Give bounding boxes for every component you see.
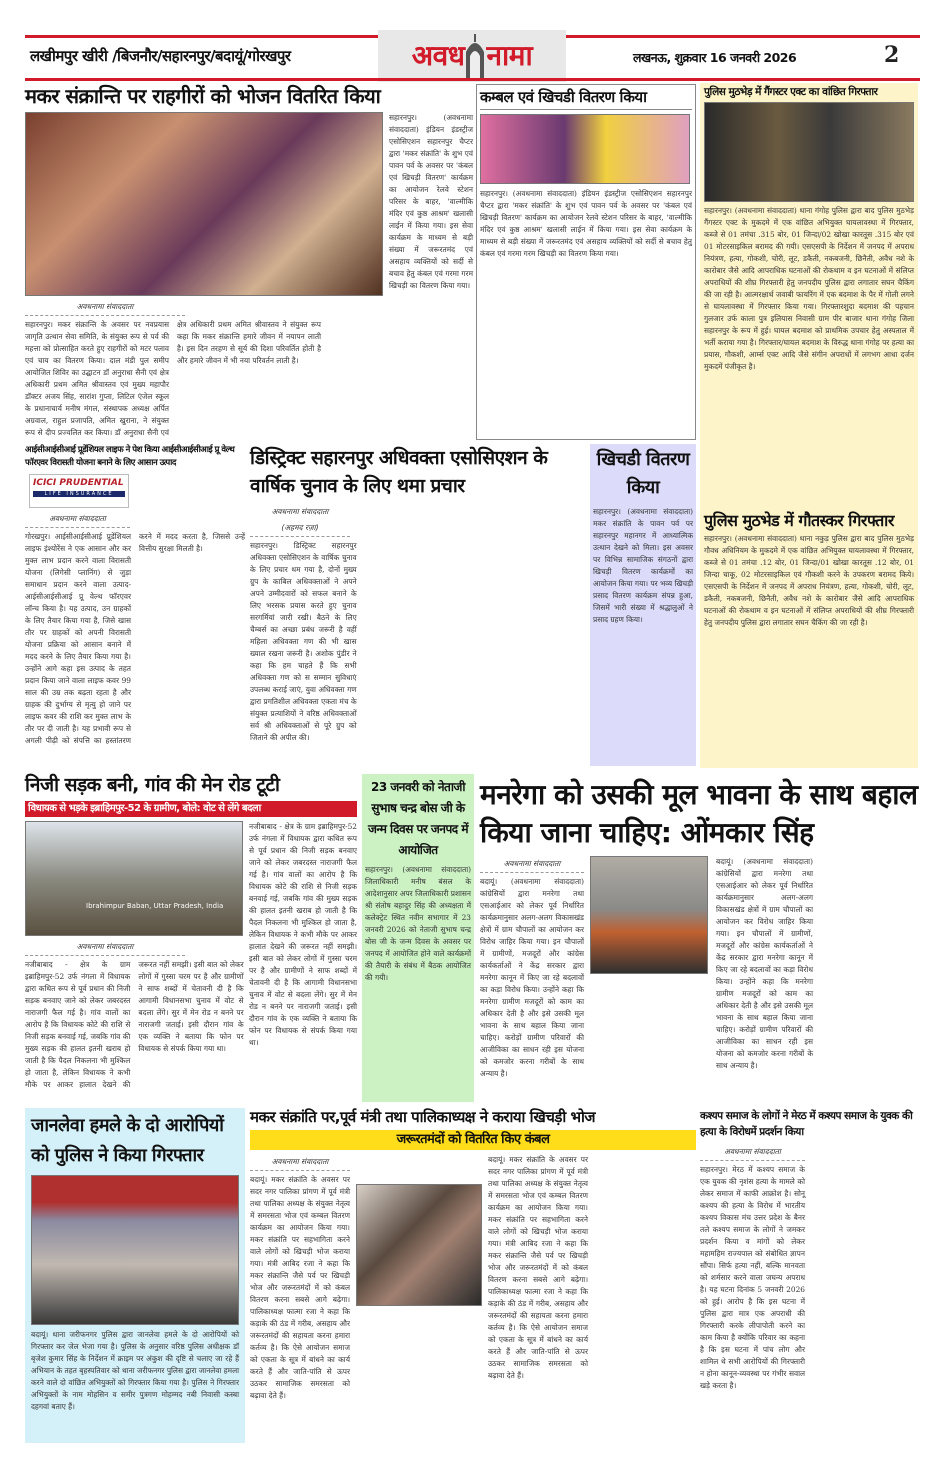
article-body: बदायूं। थाना जरीफनगर पुलिस द्वारा जानलेवा हमले के दो आरोपियों को गिरफ्तार कर जेल भेजा गया है। पुलिस के अनुसार वरिष्ठ पुलिस अधीक्षक डॉ बृजेश कुमार सिंह के निर्देशन में क्राइम पर अंकुश की दृष्टि से चलाए जा रहे हैं अभियान के तहत बृहस्पतिवार को थाना जरीफनगर पुलिस द्वारा जानलेवा हमला करने वाले दो वांछित अभियुक्तों को गिरफ्तार किया गया है। पुलिस ने गिरफ्तार अभियुक्तों के नाम मोहसिन व समीर पुत्रगण मोहम्मद नबी निवासी कस्बा दहगवां बताए हैं।	[31, 1330, 239, 1411]
byline: अवधनामा संवाददाता	[250, 1154, 350, 1171]
article-kashyap	[700, 1108, 918, 1443]
article-body: गोरखपुर। आईसीआईसीआई प्रूडेंशियल लाइफ इंश्योरेंस ने एक आसान और कर मुक्त लाभ प्रदान करने वाला विरासती योजना (लिगेसी प्लानिंग) से जुड़ा समाधान प्रदान करने वाला उत्पाद- आईसीआईसीआई प्रू वेल्थ फॉरएवर लॉन्च किया है। यह उत्पाद, उन ग्राहकों के लिए तैयार किया गया है, जिसे खास तौर पर ग्राहकों को अपनी विरासती योजना प्रक्रिया को आसान बनाने में मदद करने के लिए तैयार किया गया है। उन्होंने आगे कहा इस उत्पाद के तहत प्रदान किया जाने वाला लाइफ कवर 99 साल की उम्र तक बढ़ता रहता है और ग्राहक की दुर्भाग्य से मृत्यु हो जाने पर लाइफ कवर की राशि कर मुक्त लाभ के तौर पर दी जाती है। यह प्रभावी रूप से अगली पीढ़ी को संपत्ति का हस्तांतरण करने में मदद करता है, जिससे उन्हें वित्तीय सुरक्षा मिलती है।	[25, 532, 245, 745]
article-photo: Ibrahimpur Baban, Uttar Pradesh, India	[25, 821, 243, 936]
article-manrega	[480, 776, 918, 1102]
headline: डिस्ट्रिक्ट सहारनपुर अधिवक्ता एसोसिएशन के वार्षिक चुनाव के लिए थमा प्रचार	[250, 447, 548, 497]
headline: आईसीआईसीआई प्रूडेंशियल लाइफ ने पेश किया आईसीआईसीआई प्रू वेल्थ फॉरएवर विरासती योजना बनाने के लिए आसान उत्पाद	[25, 445, 235, 468]
article-janleva	[25, 1108, 245, 1443]
article-advocate	[250, 444, 586, 766]
subheadline-banner: जरूरतमंदों को वितरित किए कंबल	[250, 1130, 696, 1150]
headline: कम्बल एवं खिचडी वितरण किया	[480, 88, 692, 110]
headline: मनरेगा को उसकी मूल भावना के साथ बहाल किया जाना चाहिए: ओंमकार सिंह	[480, 778, 918, 849]
headline: 23 जनवरी को नेताजी सुभाष चन्द्र बोस जी के जन्म दिवस पर जनपद में आयोजित	[367, 780, 469, 857]
article-body: बदायूं। मकर संक्रांति के अवसर पर सदर नगर पालिका प्रांगण में पूर्व मंत्री तथा पालिका अध्यक्ष के संयुक्त नेतृत्व में समरसता भोज एवं कम्बल वितरण कार्यक्रम का आयोजन किया गया। मकर संक्रांति पर सहभागिता करने वाले लोगों को खिचड़ी भोज कराया गया। मंत्री आबिद रजा ने कहा कि मकर संक्रान्ति जैसे पर्व पर खिचड़ी भोज और जरूरतमंदों में को कंबल वितरण करना सबसे आगे बढ़ेगा। पालिकाध्यक्ष फात्मा रजा ने कहा कि कड़ाके की ठंड में गरीब, असहाय और जरूरतमंदों की सहायता करना हमारा कर्तव्य है। कि ऐसे आयोजन समाज को एकता के सूत्र में बांधने का कार्य करते हैं और जाति-पांति से ऊपर उठकर सामाजिक समरसता को बढ़ावा देते हैं।	[250, 1174, 350, 1400]
logo-right: नामा	[486, 39, 533, 73]
article-body: सहारनपुर। (अवधनामा संवाददाता) जिलाधिकारी मनीष बंसल के आदेशानुसार अपर जिलाधिकारी प्रशासन श्री संतोष बहादुर सिंह की अध्यक्षता में कलेक्ट्रेट स्थित नवीन सभागार में 23 जनवरी 2026 को नेताजी सुभाष चन्द्र बोस जी के जन्म दिवस के अवसर पर जनपद में आयोजित होने वाले कार्यक्रमों की तैयारी के संबंध में बैठक आयोजित की गयी।	[365, 865, 471, 982]
article-khichdi-bhoj	[250, 1108, 696, 1443]
article-body: नजीबाबाद - क्षेत्र के ग्राम इब्राहिमपुर-52 उर्फ नंगला में विधायक द्वारा कथित रूप से पूर्व प्रधान की निजी सड़क बनवाए जाने को लेकर जबरदस्त नाराजगी फैल गई है। गांव वालों का आरोप है कि विधायक कोटे की राशि से निजी सड़क बनवाई गई, जबकि गांव की मुख्य सड़क की हालत इतनी खराब हो जाती है कि पैदल निकलना भी मुश्किल हो जाता है, लेकिन विधायक ने कभी मौके पर आकर हालात देखने की जरूरत नहीं समझी। इसी बात को लेकर लोगों में गुस्सा चरम पर है और ग्रामीणों ने साफ शब्दों में चेतावनी दी है कि आगामी विधानसभा चुनाव में वोट से बदला लेंगे। सुर में मेन रोड न बनने पर नाराजगी जताई। इसी दौरान गांव के एक व्यक्ति ने बताया कि फोन पर विधायक से संपर्क किया गया था।	[25, 959, 244, 1089]
article-kambal-khichdi	[476, 84, 696, 440]
article-body-2: सहारनपुर। (अवधनामा संवाददाता) थाना नकुड़ पुलिस द्वारा बाद पुलिस मुठभेड़ गौवध अधिनियम के मुकदमे में एक वांछित अभियुक्त घायलावस्था में गिरफ्तार, कब्जे से 01 तमंचा .12 बोर, 01 जिन्दा/01 खोखा कारतूस .12 बोर, 01 जिन्दा चाकू, 02 मोटरसाइकिल एवं गौकशी करने के उपकरण बरामद किये। एसएसपी के निर्देशन में जनपद में अपराध नियंत्रण, हत्या, गोकशी, चोरी, लूट, डकैती, नकबजनी, छिनैती, अवैध नशे के कारोबार जैसे आदि आपराधिक घटनाओं की रोकथाम व इन घटनाओं में संलिप्त अपराधियों की शीघ्र गिरफ्तारी हेतु जनपदीय पुलिस द्वारा लगातार सघन चैकिंग की जा रही है।	[704, 533, 914, 627]
subheadline-banner: विधायक से भड़के इब्राहिमपुर-52 के ग्रामीण, बोले: वोट से लेंगे बदला	[25, 801, 357, 817]
article-photo	[25, 112, 383, 296]
article-netaji	[362, 774, 474, 1102]
article-photo	[704, 102, 914, 202]
arch-icon	[464, 34, 486, 78]
headline: मकर संक्रांति पर,पूर्व मंत्री तथा पालिकाध्यक्ष ने कराया खिचड़ी भोज	[250, 1108, 596, 1126]
dateline: लखनऊ, शुक्रवार 16 जनवरी 2026	[633, 50, 797, 65]
article-body: सहारनपुर। मकर संक्रान्ति के अवसर पर नवप्रयास जागृति उत्थान सेवा समिति, के संयुक्त रूप से पर्व की महत्ता को प्रोत्साहित करते हुए राहगीरों को मटर पलाव एवं चाय का वितरण किया। दाल मंडी पुल समीप आयोजित शिविर का उद्घाटन डॉ अनुराधा सैनी एवं क्षेत्र अधिकारी प्रथम अमित श्रीवास्तव एवं मुख्य महापौर डॉक्टर अजय सिंह, सारांश गुप्ता, लिटिल एंजेल स्कूल के प्रधानाचार्य मनीष मंगल, संस्थापक अध्यक्ष अर्पित अग्रवाल, राहुल प्रजापति, अमित खुराना, ने संयुक्त रूप से दीप प्रज्वलित कर किया। डॉ अनुराधा सैनी एवं क्षेत्र अधिकारी प्रथम अमित श्रीवास्तव ने संयुक्त रूप कहा कि मकर संक्रान्ति हमारे जीवन में नयापन लाती है। इस दिन तरहण से सूर्य की दिशा परिवर्तित होती है और हमारे जीवन में भी नया परिवर्तन लाती है।	[25, 320, 321, 437]
article-body-continued: सहारनपुर। (अवधनामा संवाददाता) इंडियन इंडस्ट्रीज एसोसिएशन सहारनपुर चैप्टर द्वारा 'मकर संक्रांति' के शुभ एवं पावन पर्व के अवसर पर 'कंबल एवं खिचड़ी वितरण' कार्यक्रम का आयोजन रेलवे स्टेशन परिसर के बाहर, 'वाल्मीकि मंदिर एवं कुष्ठ आश्रम' खलासी लाईन में किया गया। इस सेवा कार्यक्रम के माध्यम से बड़ी संख्या में जरूरतमंद एवं असहाय व्यक्तियों को सर्दी से बचाव हेतु कंबल एवं गरमा गरम खिचड़ी का वितरण किया गया।	[389, 113, 473, 290]
article-body: सहारनपुर। (अवधनामा संवाददाता) मकर संक्रांति के पावन पर्व पर सहारनपुर महानगर में आध्यात्मिक उत्थान देखने को मिला। इस अवसर पर विभिन्न सामाजिक संगठनों द्वारा खिचड़ी वितरण कार्यक्रमों का आयोजन किया गया। पर भव्य खिचड़ी प्रसाद वितरण कार्यक्रम संपन्न हुआ, जिसमें भारी संख्या में श्रद्धालुओं ने प्रसाद ग्रहण किया।	[593, 507, 693, 624]
masthead-editions: लखीमपुर खीरी /बिजनौर/सहारनपुर/बदायूं/गोरखपुर	[30, 47, 291, 65]
headline: निजी सड़क बनी, गांव की मेन रोड टूटी	[25, 774, 280, 796]
article-nizi-sadak	[25, 774, 357, 1102]
headline-2: पुलिस मुठभेड में गौतस्कर गिरफ्तार	[704, 510, 894, 530]
byline-block: अवधनामा संवाददाता (अहमद रज़ा)	[250, 504, 350, 537]
headline: मकर संक्रान्ति पर राहगीरों को भोजन वितरित किया	[25, 84, 381, 108]
article-photo	[31, 1175, 239, 1325]
byline: अवधनामा संवाददाता	[25, 939, 185, 956]
article-body: बदायूं। (अवधनामा संवाददाता) कांग्रेसियों द्वारा मनरेगा तथा एसआईआर को लेकर पूर्व निर्धारित कार्यक्रमानुसार अलग-अलग विकासखंड क्षेत्रों में ग्राम चौपालों का आयोजन कर विरोध जाहिर किया गया। इन चौपालों में ग्रामीणों, मजदूरों और कांग्रेस कार्यकर्ताओं ने केंद्र सरकार द्वारा मनरेगा कानून में किए जा रहे बदलावों का कड़ा विरोध किया। उन्होंने कहा कि मनरेगा ग्रामीण मजदूरों को काम का अधिकार देती है और इसे उसकी मूल भावना के साथ बहाल किया जाना चाहिए। करोड़ों ग्रामीण परिवारों की आजीविका का साधन रही इस योजना को कमजोर करना गरीबों के साथ अन्याय है।	[480, 877, 584, 1078]
icici-logo: ICICI PRUDENTIAL LIFE INSURANCE	[29, 474, 129, 508]
article-body-continued: बदायूं। (अवधनामा संवाददाता) कांग्रेसियों द्वारा मनरेगा तथा एसआईआर को लेकर पूर्व निर्धारित कार्यक्रमानुसार अलग-अलग विकासखंड क्षेत्रों में ग्राम चौपालों का आयोजन कर विरोध जाहिर किया गया। इन चौपालों में ग्रामीणों, मजदूरों और कांग्रेस कार्यकर्ताओं ने केंद्र सरकार द्वारा मनरेगा कानून में किए जा रहे बदलावों का कड़ा विरोध किया। उन्होंने कहा कि मनरेगा ग्रामीण मजदूरों को काम का अधिकार देती है और इसे उसकी मूल भावना के साथ बहाल किया जाना चाहिए। करोड़ों ग्रामीण परिवारों की आजीविका का साधन रही इस योजना को कमजोर करना गरीबों के साथ अन्याय है।	[716, 857, 813, 1070]
logo-left: अवध	[411, 39, 465, 73]
article-body-side: नजीबाबाद - क्षेत्र के ग्राम इब्राहिमपुर-52 उर्फ नंगला में विधायक द्वारा कथित रूप से पूर्व प्रधान की निजी सड़क बनवाए जाने को लेकर जबरदस्त नाराजगी फैल गई है। गांव वालों का आरोप है कि विधायक कोटे की राशि से निजी सड़क बनवाई गई, जबकि गांव की मुख्य सड़क की हालत इतनी खराब हो जाती है कि पैदल निकलना भी मुश्किल हो जाता है, लेकिन विधायक ने कभी मौके पर आकर हालात देखने की जरूरत नहीं समझी। इसी बात को लेकर लोगों में गुस्सा चरम पर है और ग्रामीणों ने साफ शब्दों में चेतावनी दी है कि आगामी विधानसभा चुनाव में वोट से बदला लेंगे। सुर में मेन रोड न बनने पर नाराजगी जताई। इसी दौरान गांव के एक व्यक्ति ने बताया कि फोन पर विधायक से संपर्क किया गया था।	[249, 821, 357, 1047]
newspaper-logo	[378, 30, 566, 82]
masthead-bottom-rule	[25, 78, 920, 81]
article-body: सहारनपुर। डिस्ट्रिक्ट सहारनपुर अधिवक्ता एसोसिएशन के वार्षिक चुनाव के लिए प्रचार थम गया है, दोनों मुख्य ग्रुप के काबिल अधिवक्ताओं ने अपने अपने उम्मीदवारों को सफल बनाने के लिए भरसक प्रयास करते हुए चुनाव सरगर्मियां जारी रखी। बैठने के लिए चैम्बर्स का अच्छा प्रबंध जरूरी है वहीं महिला अधिवक्ता गण की भी खास ख्याल रखना जरूरी है। अशोक पुंडीर ने कहा कि हम चाहते हैं कि सभी अधिवक्ता गण को स सम्मान सुविधाएं उपलब्ध कराई जाएं, युवा अधिवक्ता गण द्वारा प्रगतिशील अधिवक्ता एकता मंच के संयुक्त प्रत्याशियों ने वरिष्ठ अधिवक्ताओं सर्व श्री अधिवक्ताओं से पूरे ग्रुप को जिताने की अपील की।	[250, 541, 357, 742]
headline: कश्यप समाज के लोगों ने मेरठ में कश्यप समाज के युवक की हत्या के विरोधमें प्रदर्शन किया	[700, 1110, 913, 1138]
byline: अवधनामा संवाददाता	[480, 856, 584, 873]
byline: अवधनामा संवाददाता	[25, 511, 130, 528]
police-column	[700, 83, 918, 768]
article-body: सहारनपुर। (अवधनामा संवाददाता) थाना गंगोह पुलिस द्वारा बाद पुलिस मुठभेड़ गैंगस्टर एक्ट के मुकदमे में एक वांछित अभियुक्त घायलावस्था में गिरफ्तार, कब्जे से 01 तमंचा .315 बोर, 01 जिन्दा/02 खोखा कारतूस .315 बोर एवं 01 मोटरसाइकिल बरामद की गयी। एसएसपी के निर्देशन में जनपद में अपराध नियंत्रण, हत्या, गोकशी, चोरी, लूट, डकैती, नकबजनी, छिनैती, अवैध नशे के कारोबार जैसे आदि आपराधिक घटनाओं की रोकथाम व इन घटनाओं में संलिप्त अपराधियों की शीघ्र गिरफ्तारी हेतु जनपदीय पुलिस द्वारा लगातार सघन चैकिंग की जा रही है। आत्मरक्षार्थ जवाबी फायरिंग में एक बदमाश के पैर में गोली लगने से घायलावस्था में गिरफ्तार किया गया। गिरफ्तारशुदा बदमाश की पहचान गुलजार उर्फ काला पुत्र इलियास निवासी ग्राम पीर बाजार थाना गंगोह जिला सहारनपुर के रूप में हुई। घायल बदमाश को प्राथमिक उपचार हेतु अस्पताल में भर्ती कराया गया है। गिरफ्तार/घायल बदमाश के विरुद्ध थाना गंगोह पर हत्या का प्रयास, गौकशी, आर्म्स एक्ट आदि जैसे संगीन अपराधों में लगभग आधा दर्जन मुकदमें पंजीकृत है।	[704, 205, 914, 371]
headline: खिचडी वितरण किया	[596, 449, 690, 498]
article-khichdi-vitaran	[590, 444, 696, 766]
article-body: सहारनपुर। मेरठ में कश्यप समाज के एक युवक की नृशंस हत्या के मामले को लेकर समाज में काफी आक्रोश है। सोनू कश्यप की हत्या के विरोध में भारतीय कश्यप विकास मंच उत्तर प्रदेश के बैनर तले कश्यप समाज के लोगों ने जमकर प्रदर्शन किया व मांगों को लेकर महामहिम राज्यपाल को संबोधित ज्ञापन सौंपा। सिर्फ हत्या नहीं, बल्कि मानवता को शर्मसार करने वाला जघन्य अपराध है। यह घटना दिनांक 5 जनवरी 2026 को हुई। आरोप है कि इस घटना में पुलिस द्वारा मात्र एक अपराधी की गिरफ्तारी करके लीपापोती करने का काम किया है क्योंकि परिवार का कहना है कि इस घटना में पांच लोग और शामिल थे सभी आरोपियों की गिरफ्तारी न होना कानून-व्यवस्था पर गंभीर सवाल खड़े करता है।	[700, 1165, 805, 1390]
article-photo	[356, 1184, 482, 1306]
headline: पुलिस मुठभेड़ में गैंगस्टर एक्ट का वांछित गिरफ्तार	[704, 86, 878, 98]
byline: अवधनामा संवाददाता	[700, 1144, 805, 1161]
page-number: 2	[884, 42, 900, 68]
article-photo	[590, 856, 708, 974]
article-body-continued: बदायूं। मकर संक्रांति के अवसर पर सदर नगर पालिका प्रांगण में पूर्व मंत्री तथा पालिका अध्यक्ष के संयुक्त नेतृत्व में समरसता भोज एवं कम्बल वितरण कार्यक्रम का आयोजन किया गया। मकर संक्रांति पर सहभागिता करने वाले लोगों को खिचड़ी भोज कराया गया। मंत्री आबिद रजा ने कहा कि मकर संक्रान्ति जैसे पर्व पर खिचड़ी भोज और जरूरतमंदों में को कंबल वितरण करना सबसे आगे बढ़ेगा। पालिकाध्यक्ष फात्मा रजा ने कहा कि कड़ाके की ठंड में गरीब, असहाय और जरूरतमंदों की सहायता करना हमारा कर्तव्य है। कि ऐसे आयोजन समाज को एकता के सूत्र में बांधने का कार्य करते हैं और जाति-पांति से ऊपर उठकर सामाजिक समरसता को बढ़ावा देते हैं।	[488, 1154, 588, 1380]
article-makar-bhojan	[25, 84, 473, 440]
byline: अवधनामा संवाददाता	[25, 299, 185, 316]
article-body: सहारनपुर। (अवधनामा संवाददाता) इंडियन इंडस्ट्रीज एसोसिएशन सहारनपुर चैप्टर द्वारा 'मकर संक्रांति' के शुभ एवं पावन पर्व के अवसर पर 'कंबल एवं खिचड़ी वितरण' कार्यक्रम का आयोजन रेलवे स्टेशन परिसर के बाहर, 'वाल्मीकि मंदिर एवं कुष्ठ आश्रम' खलासी लाईन में किया गया। इस सेवा कार्यक्रम के माध्यम से बड़ी संख्या में जरूरतमंद एवं असहाय व्यक्तियों को सर्दी से बचाव हेतु कंबल एवं गरमा गरम खिचड़ी का वितरण किया गया।	[480, 189, 692, 258]
headline: जानलेवा हमले के दो आरोपियों को पुलिस ने किया गिरफ्तार	[31, 1115, 224, 1166]
article-icici	[25, 444, 245, 766]
article-photo	[480, 114, 690, 184]
